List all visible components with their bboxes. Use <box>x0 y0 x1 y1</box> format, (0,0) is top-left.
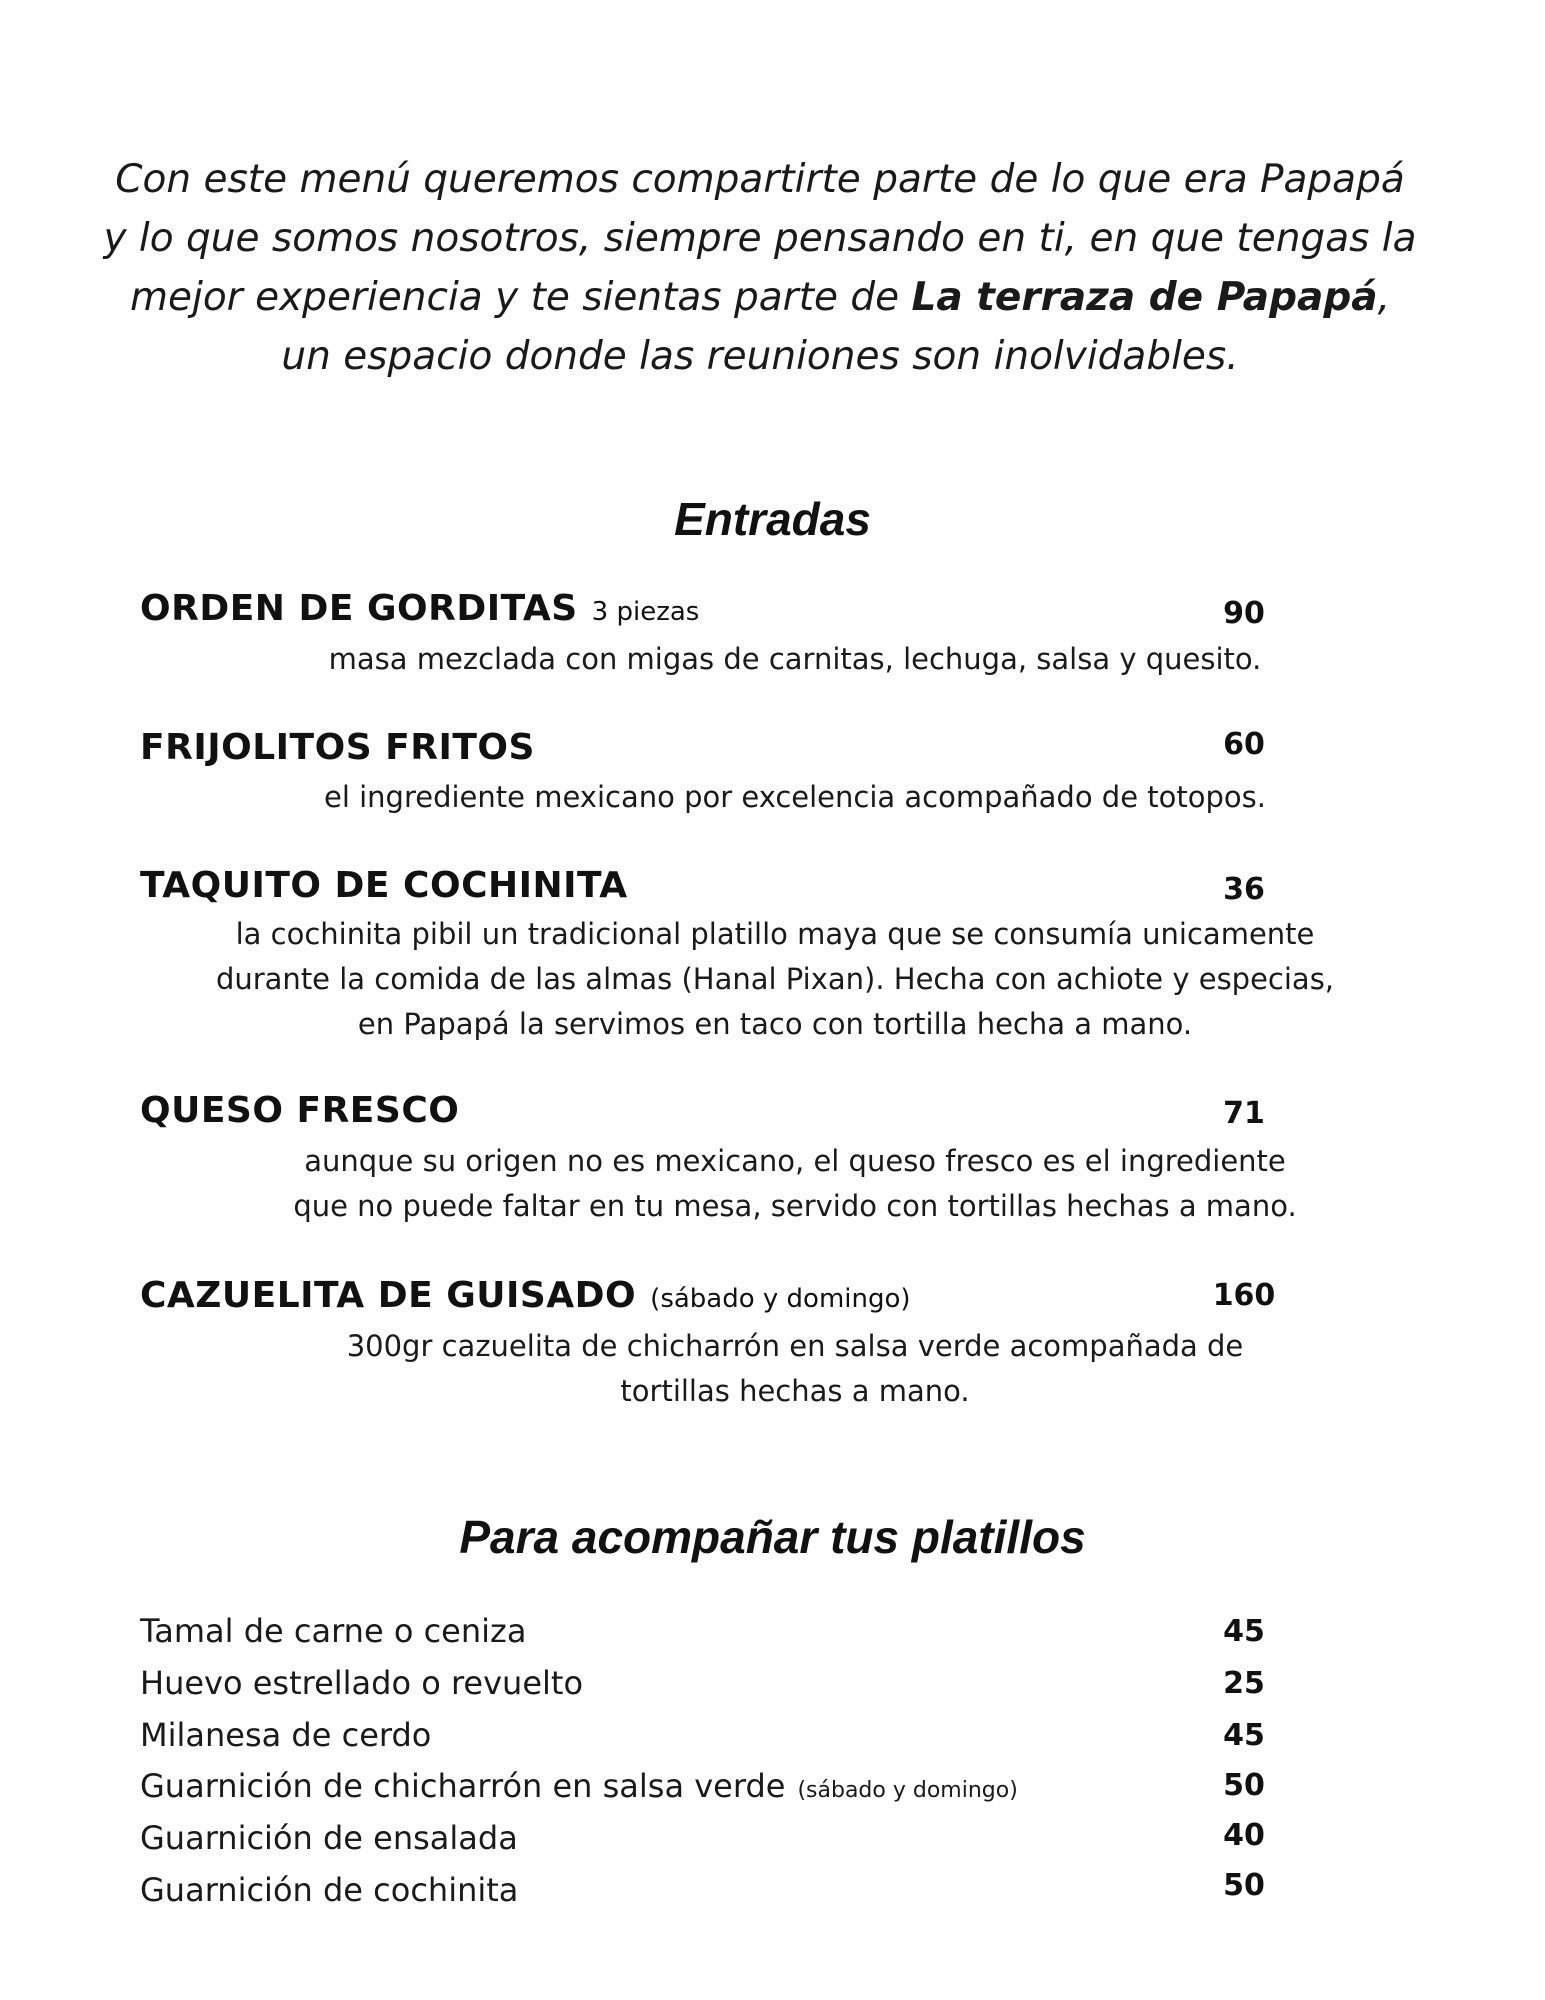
dish-title: FRIJOLITOS FRITOS <box>140 727 535 768</box>
dish-note: (sábado y domingo) <box>650 1284 911 1314</box>
dish-description-line: la cochinita pibil un tradicional platillo maya que se consumía unicamente <box>235 917 1315 951</box>
dish-name <box>140 865 628 906</box>
side-item-name: Tamal de carne o ceniza <box>140 1612 527 1650</box>
intro-line-3 <box>100 268 1420 327</box>
side-item <box>140 1819 518 1857</box>
side-item <box>140 1716 431 1754</box>
section-title-acompanar: Para acompañar tus platillos <box>459 1511 1086 1563</box>
dish-name <box>140 1275 911 1316</box>
dish-description-line: masa mezclada con migas de carnitas, lechuga, salsa y quesito. <box>328 642 1262 676</box>
dish-description-line: 300gr cazuelita de chicharrón en salsa verde acompañada de <box>346 1329 1244 1363</box>
side-item-name: Huevo estrellado o revuelto <box>140 1664 584 1702</box>
side-item-name: Guarnición de chicharrón en salsa verde <box>140 1767 786 1805</box>
side-item-price: 45 <box>1223 1718 1265 1753</box>
dish-description <box>160 637 1430 682</box>
side-item <box>140 1767 1018 1805</box>
dish-description <box>160 1324 1430 1414</box>
side-item <box>140 1612 526 1650</box>
intro-line-1: Con este menú queremos compartirte parte de lo que era Papapá <box>115 157 1405 202</box>
dish-name <box>140 1090 459 1131</box>
dish-description-line: que no puede faltar en tu mesa, servido con tortillas hechas a mano. <box>293 1189 1297 1223</box>
dish-description <box>160 1139 1430 1229</box>
side-item <box>140 1871 518 1909</box>
dish-price: 160 <box>1212 1278 1276 1313</box>
dish-note: 3 piezas <box>591 597 700 627</box>
side-item-note: (sábado y domingo) <box>797 1778 1018 1803</box>
side-item-name: Guarnición de cochinita <box>140 1871 519 1909</box>
side-item-price: 50 <box>1223 1868 1265 1903</box>
side-item-price: 40 <box>1223 1818 1265 1853</box>
intro-line-4: un espacio donde las reuniones son inolvidables. <box>281 334 1239 379</box>
dish-price: 60 <box>1223 727 1265 762</box>
dish-description-line: el ingrediente mexicano por excelencia acompañado de totopos. <box>324 780 1266 814</box>
side-item-name: Guarnición de ensalada <box>140 1819 518 1857</box>
dish-description-line: tortillas hechas a mano. <box>620 1374 970 1408</box>
dish-price: 36 <box>1223 872 1265 907</box>
dish-description <box>160 775 1430 820</box>
dish-title: QUESO FRESCO <box>140 1090 460 1131</box>
side-item <box>140 1664 583 1702</box>
dish-price: 90 <box>1223 596 1265 631</box>
restaurant-name: La terraza de Papapá <box>911 275 1378 320</box>
side-item-name: Milanesa de cerdo <box>140 1716 432 1754</box>
side-item-price: 45 <box>1223 1614 1265 1649</box>
dish-title: TAQUITO DE COCHINITA <box>140 865 628 906</box>
intro-line-3-text: mejor experiencia y te sientas parte de <box>130 275 912 320</box>
dish-description-line: durante la comida de las almas (Hanal Pixan). Hecha con achiote y especias, <box>215 962 1335 996</box>
side-item-price: 50 <box>1223 1768 1265 1803</box>
dish-price: 71 <box>1223 1096 1265 1131</box>
dish-description-line: en Papapá la servimos en taco con tortilla hecha a mano. <box>357 1007 1193 1041</box>
intro-line-2: y lo que somos nosotros, siempre pensando en ti, en que tengas la <box>103 216 1417 261</box>
dish-name <box>140 727 535 768</box>
dish-title: ORDEN DE GORDITAS <box>140 588 578 629</box>
side-item-price: 25 <box>1223 1666 1265 1701</box>
dish-name <box>140 588 699 629</box>
dish-description-line: aunque su origen no es mexicano, el queso fresco es el ingrediente <box>304 1144 1286 1178</box>
intro-paragraph <box>100 150 1420 386</box>
section-title-entradas: Entradas <box>674 493 871 545</box>
intro-line-3-comma: , <box>1377 275 1390 320</box>
dish-description <box>140 912 1410 1047</box>
dish-title: CAZUELITA DE GUISADO <box>140 1275 637 1316</box>
